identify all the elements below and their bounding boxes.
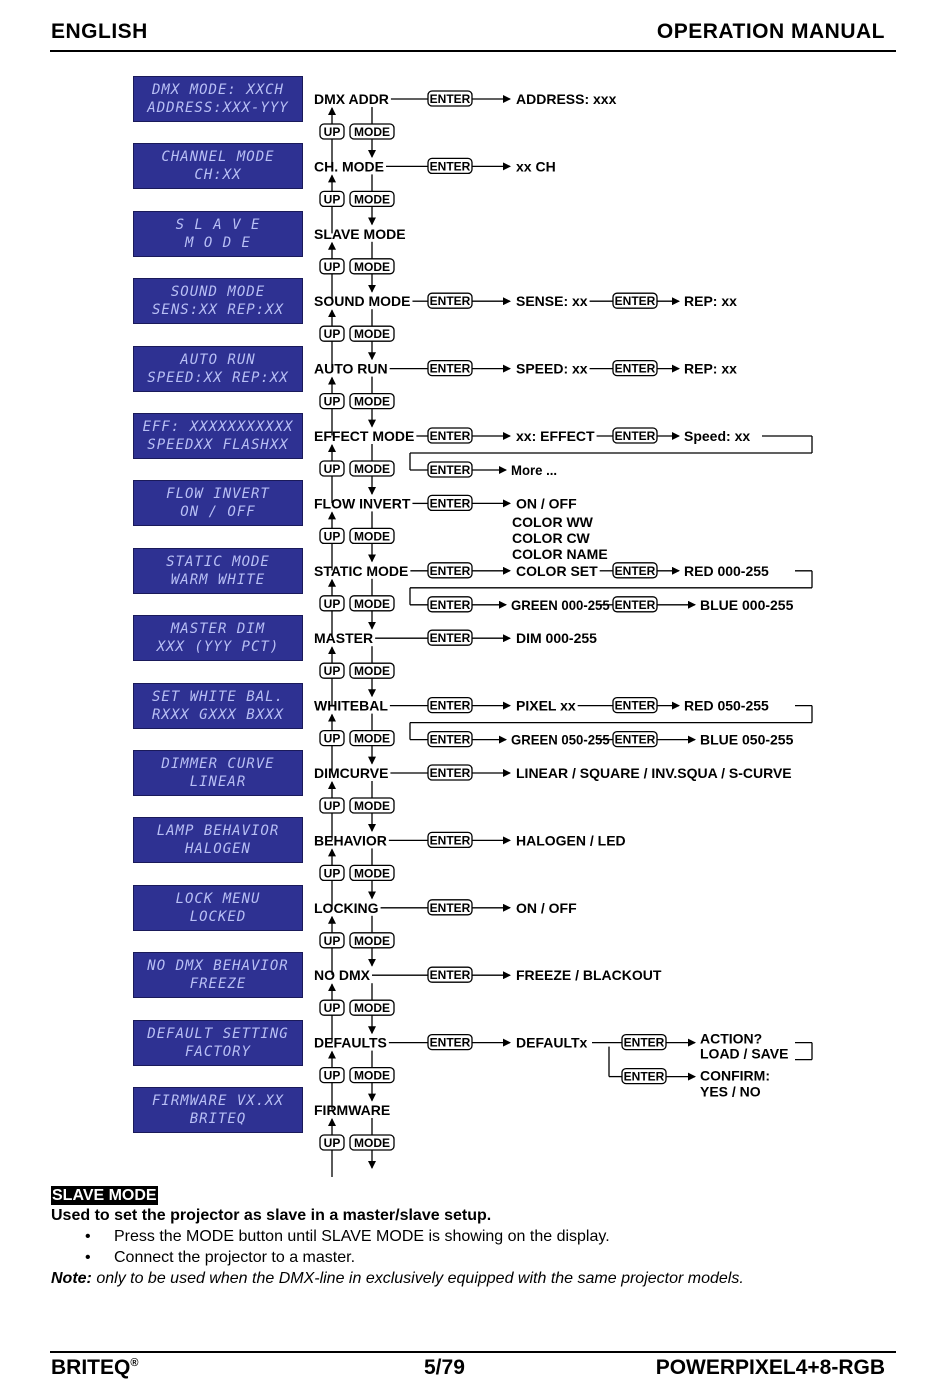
bullet-dot: •: [85, 1228, 91, 1245]
mode-button-label: MODE: [354, 192, 390, 207]
lcd-line: AUTO RUN: [180, 351, 256, 368]
lcd-line: ON / OFF: [180, 504, 256, 521]
mode-button-label: MODE: [354, 529, 390, 544]
color-option: COLOR NAME: [512, 546, 608, 562]
lcd-line: SET WHITE BAL.: [151, 688, 284, 705]
menu-value: PIXEL xx: [516, 697, 576, 714]
menu-subvalue: GREEN 000-255: [511, 597, 610, 613]
bullet-text: Connect the projector to a master.: [114, 1249, 356, 1266]
enter-button-label: ENTER: [614, 429, 656, 443]
bullet-dot: •: [85, 1249, 91, 1266]
enter-button-label: ENTER: [429, 429, 471, 443]
note-text: only to be used when the DMX-line in exclusively equipped with the same projector models.: [91, 1270, 744, 1287]
menu-value: COLOR SET: [516, 562, 598, 579]
menu-label: CH. MODE: [314, 158, 384, 175]
menu-value: DEFAULTx: [516, 1034, 588, 1051]
menu-value: YES / NO: [700, 1083, 761, 1100]
menu-value: DIM 000-255: [516, 630, 597, 647]
footer-brand: [51, 1356, 138, 1380]
footer-rule: [50, 1351, 896, 1353]
lcd-line: SPEED:XX REP:XX: [147, 369, 289, 386]
section-intro: Used to set the projector as slave in a master/slave setup.: [51, 1207, 492, 1224]
lcd-line: FLOW INVERT: [166, 486, 270, 503]
menu-label: STATIC MODE: [314, 562, 409, 579]
enter-button-label: ENTER: [429, 463, 471, 477]
lcd-line: LOCKED: [189, 908, 247, 925]
lcd-line: DIMMER CURVE: [161, 756, 275, 772]
lcd-line: SPEEDXX FLASHXX: [147, 437, 289, 453]
registered-mark: ®: [130, 1357, 139, 1369]
lcd-line: EFF: XXXXXXXXXXX: [142, 419, 294, 435]
lcd-line: DMX MODE: XXCH: [151, 82, 284, 98]
bullet-text: Press the MODE button until SLAVE MODE is showing on the display.: [114, 1228, 610, 1245]
lcd-line: M O D E: [184, 234, 251, 251]
menu-subvalue: GREEN 050-255: [511, 732, 610, 748]
menu-value: ON / OFF: [516, 899, 577, 916]
lcd-line: ADDRESS:XXX-YYY: [147, 100, 289, 116]
mode-button-label: MODE: [354, 462, 390, 476]
enter-button-label: ENTER: [614, 294, 656, 309]
menu-value: BLUE 050-255: [700, 731, 794, 748]
menu-value: ADDRESS: xxx: [516, 91, 617, 107]
up-button-label: UP: [323, 462, 341, 476]
menu-label: DMX ADDR: [314, 91, 389, 107]
mode-button-label: MODE: [354, 799, 390, 813]
enter-button-label: ENTER: [429, 159, 471, 174]
mode-button-label: MODE: [354, 1068, 390, 1083]
menu-value: REP: xx: [684, 360, 737, 377]
menu-label: NO DMX: [314, 967, 370, 984]
menu-subvalue: More ...: [511, 462, 558, 479]
mode-button-label: MODE: [354, 731, 390, 746]
up-button-label: UP: [323, 1136, 341, 1150]
up-button-label: UP: [323, 866, 341, 881]
enter-button-label: ENTER: [429, 1035, 471, 1050]
enter-button-label: ENTER: [623, 1035, 665, 1050]
enter-button-label: ENTER: [614, 597, 656, 612]
up-button-label: UP: [323, 259, 341, 274]
enter-button-label: ENTER: [429, 496, 471, 511]
mode-button-label: MODE: [354, 664, 390, 679]
up-button-label: UP: [323, 933, 341, 948]
mode-button-label: MODE: [354, 327, 390, 342]
enter-button-label: ENTER: [623, 1069, 665, 1084]
header-right: OPERATION MANUAL: [656, 20, 885, 43]
enter-button-label: ENTER: [429, 968, 471, 983]
menu-value: BLUE 000-255: [700, 596, 794, 613]
enter-button-label: ENTER: [429, 631, 471, 646]
lcd-line: RXXX GXXX BXXX: [151, 706, 284, 723]
up-button-label: UP: [323, 125, 341, 139]
enter-button-label: ENTER: [614, 732, 656, 747]
lcd-line: CH:XX: [194, 167, 242, 184]
color-option: COLOR CW: [512, 530, 590, 546]
enter-button-label: ENTER: [429, 294, 471, 309]
menu-value: SENSE: xx: [516, 293, 588, 310]
lcd-line: LINEAR: [189, 774, 247, 790]
footer-model: POWERPIXEL4+8-RGB: [655, 1356, 885, 1379]
enter-button-label: ENTER: [429, 766, 471, 780]
menu-value: xx CH: [516, 158, 556, 175]
up-button-label: UP: [323, 1001, 341, 1016]
up-button-label: UP: [323, 394, 341, 409]
enter-button-label: ENTER: [429, 597, 471, 612]
note-label: Note:: [51, 1270, 92, 1287]
lcd-line: HALOGEN: [184, 841, 251, 858]
lcd-line: S L A V E: [175, 216, 261, 233]
mode-button-label: MODE: [354, 259, 390, 274]
lcd-line: MASTER DIM: [170, 621, 266, 638]
menu-value: HALOGEN / LED: [516, 832, 626, 849]
lcd-line: XXX (YYY PCT): [156, 639, 280, 656]
lcd-line: WARM WHITE: [170, 571, 266, 588]
mode-button-label: MODE: [354, 1001, 390, 1016]
up-button-label: UP: [323, 731, 341, 746]
up-button-label: UP: [323, 529, 341, 544]
menu-value: REP: xx: [684, 293, 737, 310]
enter-button-label: ENTER: [614, 361, 656, 376]
enter-button-label: ENTER: [429, 361, 471, 376]
lcd-line: SENS:XX REP:XX: [151, 302, 284, 319]
color-option: COLOR WW: [512, 514, 593, 530]
enter-button-label: ENTER: [614, 698, 656, 713]
menu-value: SPEED: xx: [516, 360, 588, 377]
note: [51, 1270, 744, 1288]
lcd-line: DEFAULT SETTING: [147, 1025, 289, 1042]
up-button-label: UP: [323, 327, 341, 342]
footer-page-number: 5/79: [424, 1356, 465, 1379]
lcd-line: STATIC MODE: [166, 553, 270, 570]
menu-value: LOAD / SAVE: [700, 1045, 789, 1062]
lcd-line: LAMP BEHAVIOR: [156, 823, 280, 840]
lcd-line: FREEZE: [189, 976, 247, 993]
menu-label: MASTER: [314, 630, 374, 647]
up-button-label: UP: [323, 1068, 341, 1083]
menu-value: FREEZE / BLACKOUT: [516, 967, 662, 984]
header-left: ENGLISH: [51, 20, 148, 43]
menu-value: Speed: xx: [684, 428, 751, 444]
mode-button-label: MODE: [354, 1136, 390, 1150]
menu-value: xx: EFFECT: [516, 428, 595, 444]
menu-value: RED 050-255: [684, 697, 769, 714]
enter-button-label: ENTER: [429, 563, 471, 578]
lcd-line: NO DMX BEHAVIOR: [147, 958, 289, 975]
menu-value: LINEAR / SQUARE / INV.SQUA / S-CURVE: [516, 765, 792, 781]
menu-value: RED 000-255: [684, 562, 769, 579]
brand-name: BRITEQ: [51, 1356, 131, 1379]
mode-button-label: MODE: [354, 933, 390, 948]
menu-label: WHITEBAL: [314, 697, 388, 714]
menu-value: ON / OFF: [516, 495, 577, 512]
menu-label: DIMCURVE: [314, 765, 389, 781]
enter-button-label: ENTER: [429, 732, 471, 747]
lcd-line: BRITEQ: [189, 1111, 247, 1127]
menu-label: AUTO RUN: [314, 360, 388, 377]
menu-label: SOUND MODE: [314, 293, 411, 310]
lcd-line: LOCK MENU: [175, 890, 261, 907]
menu-label: BEHAVIOR: [314, 832, 387, 849]
enter-button-label: ENTER: [429, 900, 471, 915]
up-button-label: UP: [323, 664, 341, 679]
enter-button-label: ENTER: [429, 833, 471, 848]
up-button-label: UP: [323, 596, 341, 611]
mode-button-label: MODE: [354, 394, 390, 409]
lcd-line: CHANNEL MODE: [161, 149, 275, 166]
section-title: SLAVE MODE: [52, 1187, 157, 1204]
mode-button-label: MODE: [354, 866, 390, 881]
mode-button-label: MODE: [354, 125, 390, 139]
up-button-label: UP: [323, 192, 341, 207]
lcd-line: FACTORY: [184, 1043, 251, 1060]
menu-label: FIRMWARE: [314, 1102, 391, 1118]
enter-button-label: ENTER: [614, 563, 656, 578]
menu-label: FLOW INVERT: [314, 495, 411, 512]
enter-button-label: ENTER: [429, 92, 471, 106]
lcd-line: FIRMWARE VX.XX: [151, 1093, 284, 1109]
up-button-label: UP: [323, 799, 341, 813]
mode-button-label: MODE: [354, 596, 390, 611]
enter-button-label: ENTER: [429, 698, 471, 713]
menu-value: CONFIRM:: [700, 1067, 770, 1084]
menu-value: ACTION?: [700, 1030, 763, 1047]
menu-label: LOCKING: [314, 899, 379, 916]
menu-label: DEFAULTS: [314, 1034, 387, 1051]
lcd-line: SOUND MODE: [170, 284, 266, 301]
menu-label: EFFECT MODE: [314, 428, 415, 444]
menu-label: SLAVE MODE: [314, 225, 406, 242]
